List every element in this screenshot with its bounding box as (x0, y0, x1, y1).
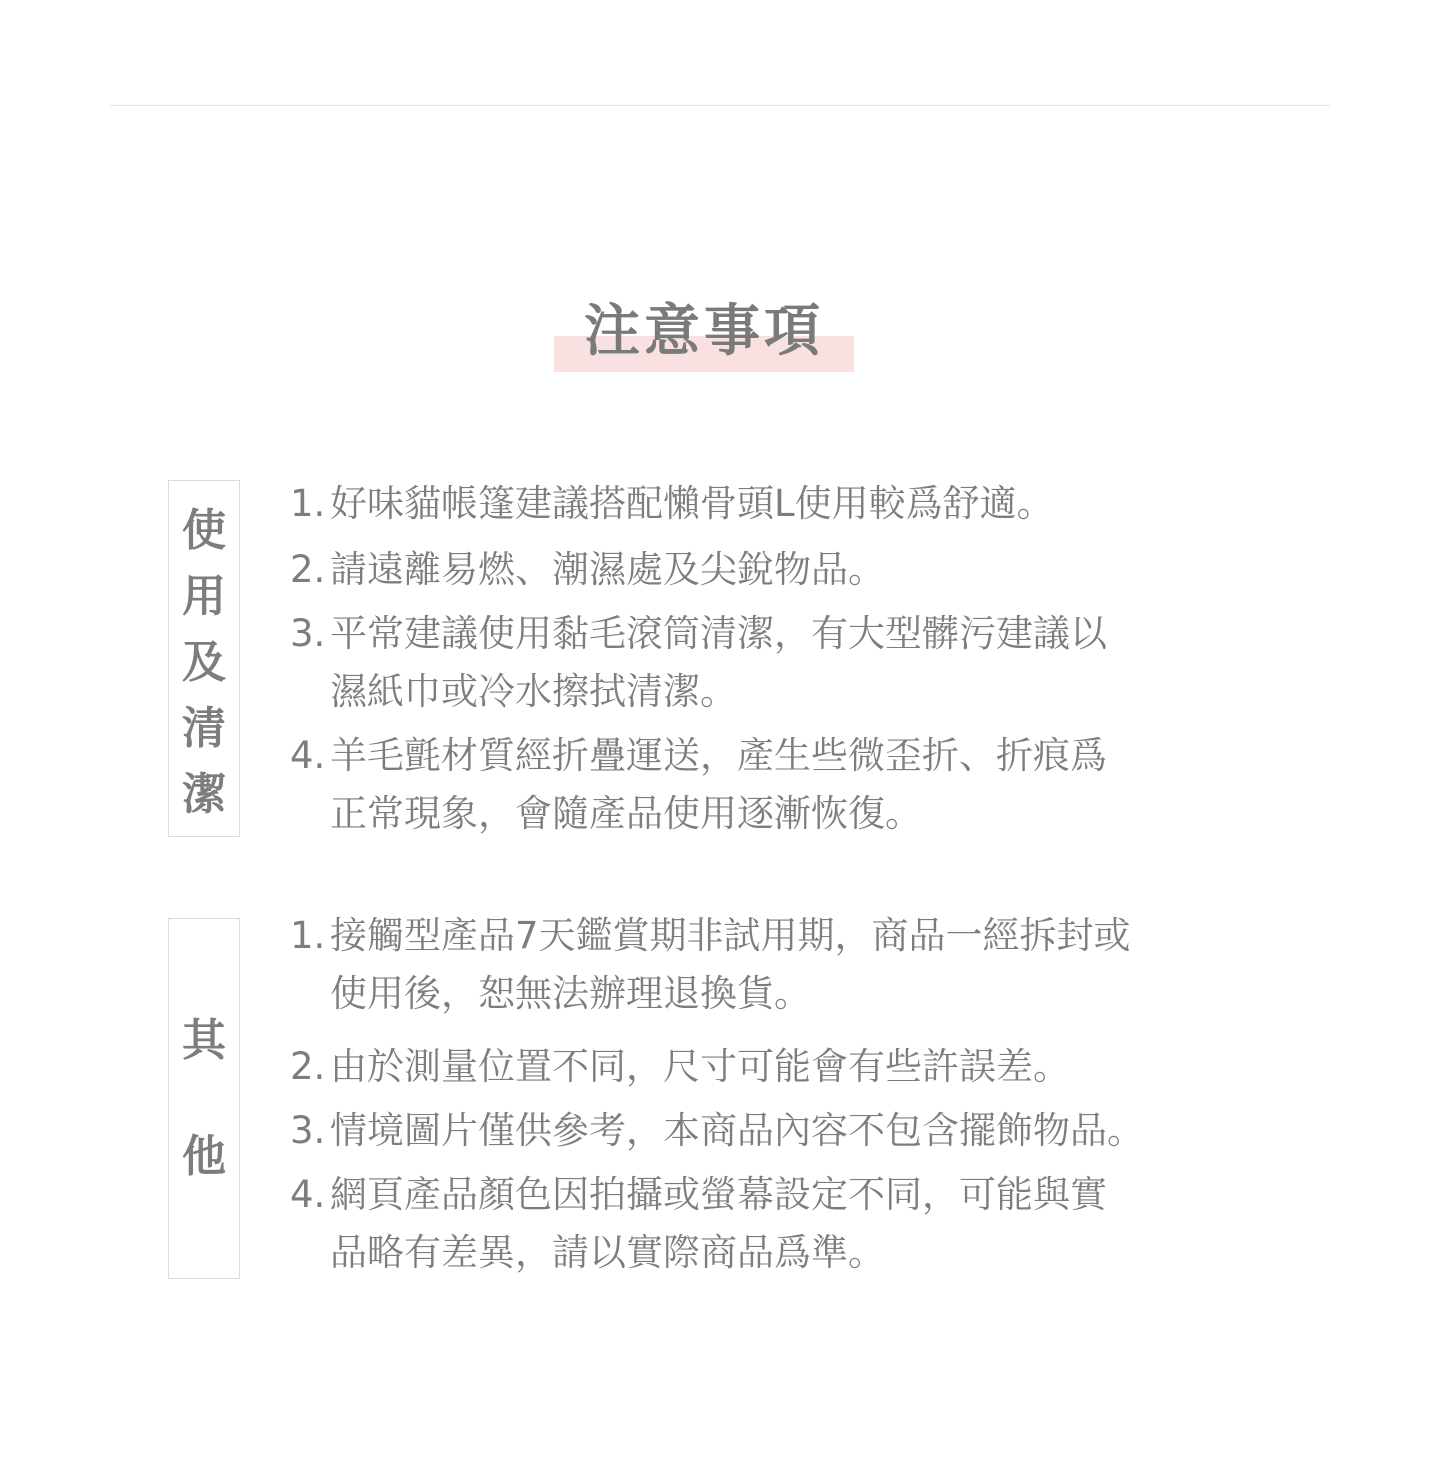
section-label-char: 及 (182, 637, 226, 688)
list-item (290, 907, 1250, 1023)
list-item-number: 1. (290, 914, 326, 957)
section-label-char: 潔 (182, 769, 226, 820)
list-item (290, 475, 1250, 533)
list-item (290, 605, 1250, 721)
section-label-char: 使 (182, 505, 226, 556)
list-item-text: 好味貓帳篷建議搭配懶骨頭L使用較爲舒適。 (330, 482, 1054, 525)
list-item-text: 由於測量位置不同，尺寸可能會有些許誤差。 (330, 1045, 1070, 1088)
page-title: 注意事項 (584, 299, 824, 364)
list-item-number: 3. (290, 1109, 326, 1152)
list-item-text: 請遠離易燃、潮濕處及尖銳物品。 (330, 548, 885, 591)
list-item-number: 1. (290, 482, 326, 525)
section-label-usage-cleaning (168, 480, 240, 837)
list-item (290, 1166, 1250, 1282)
list-item-text: 正常現象，會隨產品使用逐漸恢復。 (330, 792, 922, 835)
list-item-number: 4. (290, 734, 326, 777)
section-label-char: 用 (182, 571, 226, 622)
list-item-text: 羊毛氈材質經折疊運送，產生些微歪折、折痕爲 (330, 734, 1107, 777)
list-item-number: 2. (290, 548, 326, 591)
list-item-text: 濕紙巾或冷水擦拭清潔。 (330, 670, 737, 713)
list-item (290, 1102, 1250, 1160)
list-item-text: 品略有差異，請以實際商品爲準。 (330, 1231, 885, 1274)
top-divider (110, 105, 1330, 106)
section-label-char: 其 (182, 1014, 226, 1066)
section-label-char: 清 (182, 703, 226, 754)
list-item-text: 使用後，恕無法辦理退換貨。 (330, 972, 811, 1015)
list-item-number: 4. (290, 1173, 326, 1216)
list-item-number: 3. (290, 612, 326, 655)
list-item (290, 727, 1250, 843)
list-item-text: 平常建議使用黏毛滾筒清潔，有大型髒污建議以 (330, 612, 1107, 655)
page-title-block (554, 292, 854, 372)
list-item-number: 2. (290, 1045, 326, 1088)
list-item (290, 541, 1250, 599)
section-label-char: 他 (182, 1130, 226, 1182)
list-item-text: 網頁產品顏色因拍攝或螢幕設定不同，可能與實 (330, 1173, 1107, 1216)
list-item-text: 接觸型產品7天鑑賞期非試用期，商品一經拆封或 (330, 914, 1131, 957)
section-label-other (168, 918, 240, 1279)
list-item (290, 1038, 1250, 1096)
list-item-text: 情境圖片僅供參考，本商品內容不包含擺飾物品。 (330, 1109, 1144, 1152)
